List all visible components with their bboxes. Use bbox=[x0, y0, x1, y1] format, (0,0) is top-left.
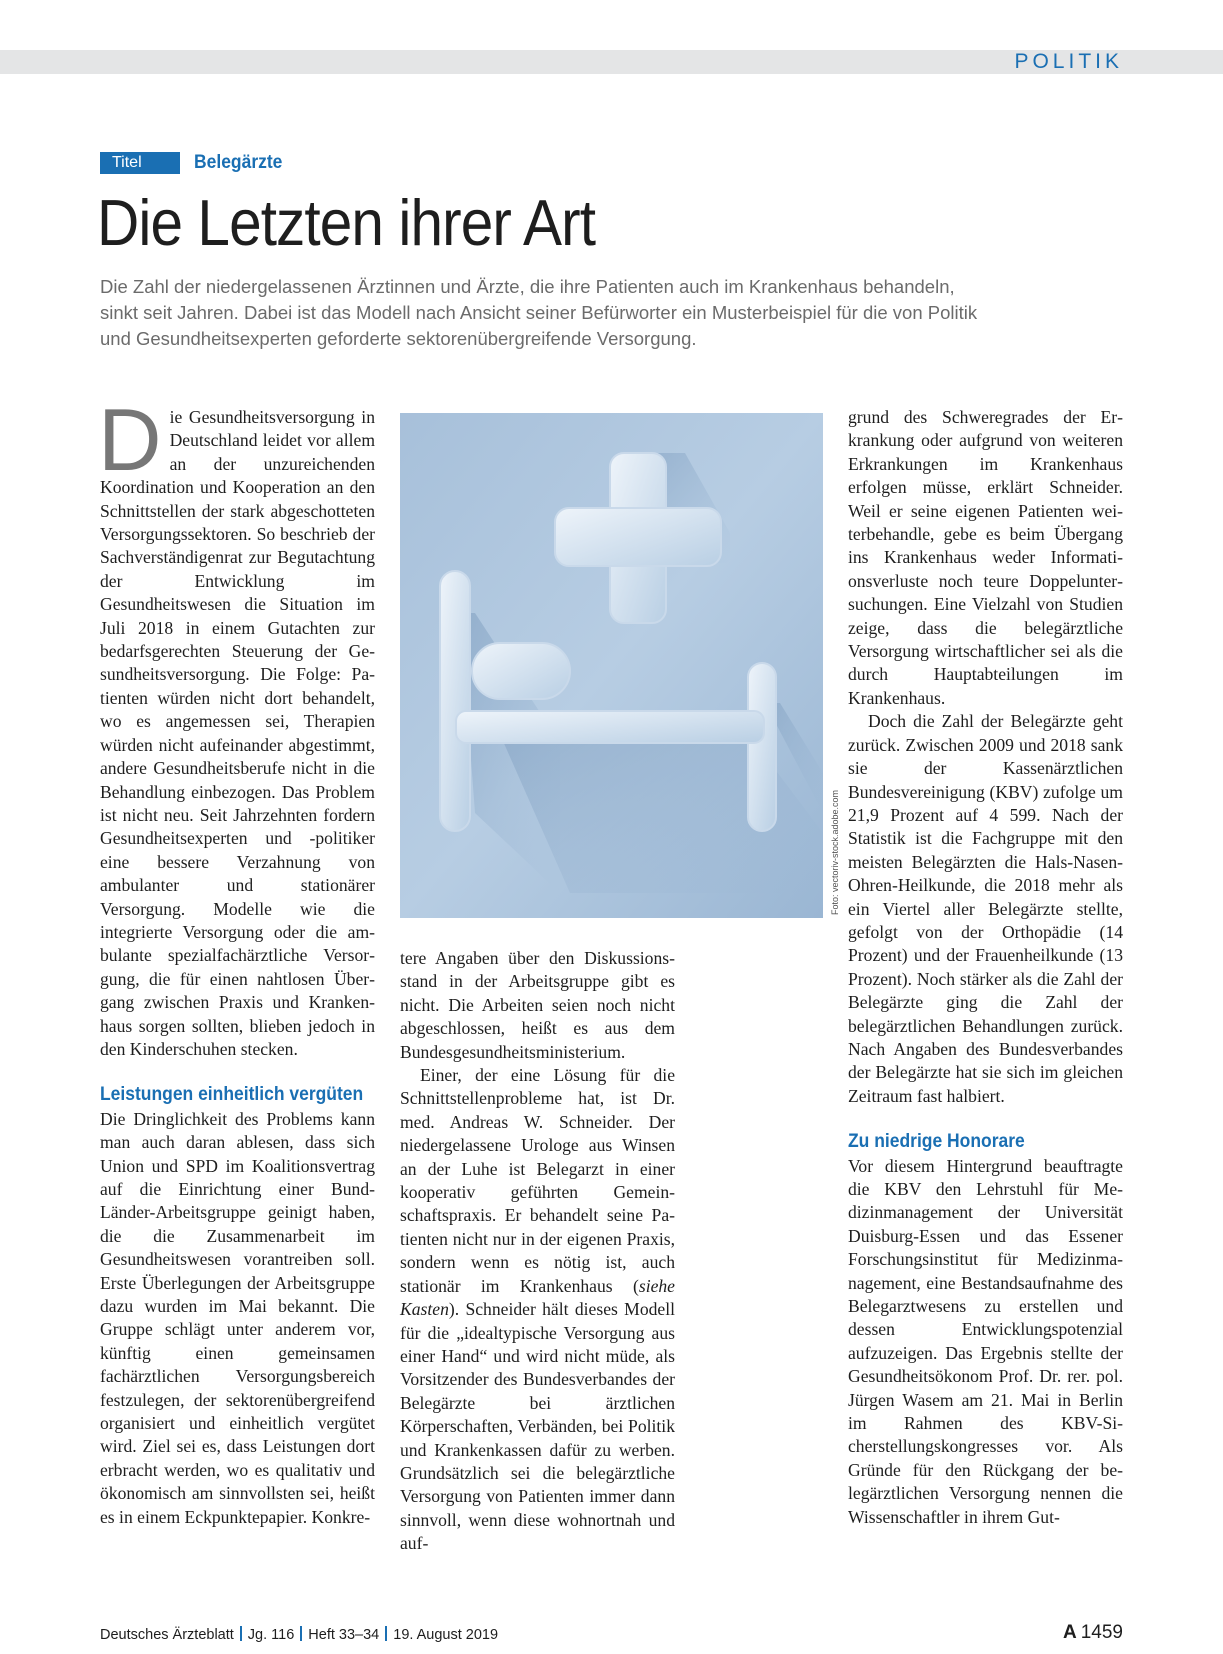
cross-reference: siehe Kasten bbox=[400, 1275, 675, 1320]
footer bbox=[100, 1626, 498, 1643]
headline: Die Letzten ihrer Art bbox=[97, 186, 596, 259]
separator bbox=[300, 1626, 302, 1641]
lead-line: sinkt seit Jahren. Dabei ist das Modell nach Ansicht seiner Befürworter ein Musterbeispiel für die von Politik bbox=[100, 302, 978, 323]
page-number-value: 1459 bbox=[1080, 1622, 1123, 1643]
hospital-bed-illustration bbox=[400, 413, 823, 918]
issue: Heft 33–34 bbox=[308, 1627, 380, 1643]
paragraph-text: Einer, der eine Lösung für die Schnittstellenprobleme hat, ist Dr. med. Andreas W. Schneider. Der niedergelassene Urologe aus Winsen an der Luhe ist Belegarzt in einer kooperativ geführten Gemeinschaftspraxis. Er behandelt seine Patienten nicht nur in der eigenen Praxis, sondern wenn es nötig ist, auch stationär im Krankenhaus ( bbox=[400, 1065, 675, 1296]
category-tag: Titel bbox=[100, 152, 180, 174]
paragraph-text: ). Schneider hält dieses Modell für die „idealtypische Versorgung aus einer Hand“ und wird nicht müde, als Vorsitzender des Bundesverbandes der Belegärzte bei ärztlichen Körperschaften, Verbänden, bei Politik und Krankenkassen dafür zu werben. Grundsätzlich sei die belegärztliche Versorgung von Patienten immer dann sinnvoll, wenn diese wohnortnah und auf- bbox=[400, 1299, 675, 1554]
page-number bbox=[1063, 1622, 1123, 1644]
section-label: POLITIK bbox=[1014, 50, 1123, 73]
text-column-3 bbox=[848, 406, 1123, 1529]
text-column-1 bbox=[98, 390, 375, 1529]
paragraph: Vor diesem Hintergrund beauftragte die KBV den Lehrstuhl für Medizinmanagement der Universität Duisburg-Essen und das Essener Forschungsinstitut für Medizinmanagement, eine Bestandsaufnahme des Belegarztwesens zu erstellen und dessen Entwicklungspotenzial aufzuzeigen. Das Ergebnis stellte der Gesundheitsökonom Prof. Dr. rer. pol. Jürgen Wasem am 21. Mai in Berlin im Rahmen des KBV-Sicherstellungskongresses vor. Als Gründe für den Rückgang der belegärztlichen Versorgung nennen die Wissenschaftler in ihrem Gut- bbox=[848, 1155, 1123, 1527]
lead-line: Die Zahl der niedergelassenen Ärztinnen und Ärzte, die ihre Patienten auch im Krankenhaus behandeln, bbox=[100, 276, 955, 297]
page-prefix: A bbox=[1062, 1622, 1077, 1643]
paragraph-text: ie Gesundheitsversorgung in Deutschland leidet vor allem an der unzureichenden Koordination und Kooperation an den Schnittstellen der stark abgeschotteten Versorgungssektoren. So beschrieb der Sachverständigenrat zur Begutachtung der Entwicklung im Gesundheitswesen die Situation im Juli 2018 in einem Gutachten zur bedarfsgerechten Steuerung der Gesundheitsversorgung. Die Folge: Patienten würden nicht dort behandelt, wo es angemessen sei, Therapien würden nicht aufeinander abgestimmt, andere Gesundheitsberufe nicht in die Behandlung einbezogen. Das Problem ist nicht neu. Seit Jahrzehnten fordern Gesundheitsexperten und -politiker eine bessere Verzahnung von ambulanter und stationärer Versorgung. Modelle wie die integrierte Versorgung oder die ambulante spezialfachärztliche Versorgung, die für einen nahtlosen Übergang zwischen Praxis und Krankenhaus sorgen sollten, blieben jedoch in den Kinderschuhen stecken. bbox=[100, 407, 375, 1059]
topic-label: Belegärzte bbox=[194, 152, 283, 173]
paragraph: Die Dringlichkeit des Problems kann man auch daran ablesen, dass sich Union und SPD im Koalitionsvertrag auf die Einrichtung einer Bund-Länder-Arbeitsgruppe geinigt haben, die die Zusammenarbeit im Gesundheitswesen vorantreiben soll. Erste Überlegungen der Arbeitsgruppe dazu wurden im Mai bekannt. Die Gruppe schlägt unter anderem vor, künftig einen gemeinsamen fachärztlichen Versorgungsbereich festzulegen, der sektorenübergreifend organisiert und einheitlich vergütet wird. Ziel sei es, dass Leistungen dort erbracht werden, wo es qualitativ und ökonomisch am sinnvollsten sei, heißt es in einem Eckpunktepapier. Konkre- bbox=[100, 1108, 375, 1527]
issue-date: 19. August 2019 bbox=[393, 1627, 499, 1643]
lead-line: und Gesundheitsexperten geforderte sektorenübergreifende Versorgung. bbox=[100, 328, 697, 349]
paragraph: tere Angaben über den Diskussionsstand in der Arbeitsgruppe gibt es nicht. Die Arbeiten seien noch nicht abgeschlossen, heißt es aus dem Bundesgesundheitsministerium. bbox=[400, 948, 675, 1062]
volume: Jg. 116 bbox=[247, 1627, 295, 1643]
drop-cap: D bbox=[98, 390, 162, 489]
kicker bbox=[100, 152, 290, 174]
separator bbox=[385, 1626, 387, 1641]
paragraph: Doch die Zahl der Belegärzte geht zurück. Zwischen 2009 und 2018 sank sie der Kassenärztlichen Bundesvereinigung (KBV) zufolge um 21,9 Prozent auf 4 599. Nach der Statistik ist die Fachgruppe mit den meisten Belegärzten die Hals-Nasen-Ohren-Heilkunde, die 2018 mehr als ein Viertel aller Belegärzte stellte, gefolgt von der Orthopädie (14 Prozent) und der Frauenheilkunde (13 Prozent). Noch stärker als die Zahl der Belegärzte ging die Zahl der belegärztlichen Behandlungen zurück. Nach Angaben des Bundesverbandes der Belegärzte hat sie sich im gleichen Zeitraum fast halbiert. bbox=[848, 711, 1123, 1106]
paragraph bbox=[400, 1064, 675, 1556]
lead-paragraph bbox=[100, 274, 1100, 352]
paragraph bbox=[98, 390, 375, 1061]
photo-credit: Foto: vectoriv-stock.adobe.com bbox=[830, 789, 840, 915]
subheading: Leistungen einheitlich vergüten bbox=[100, 1084, 364, 1106]
paragraph: grund des Schweregrades der Erkrankung oder aufgrund von weiteren Erkrankungen im Krankenhaus erfolgen müsse, erklärt Schneider. Weil er seine eigenen Patienten weiterbehandle, gebe es beim Übergang ins Krankenhaus weder Informationsverluste noch teure Doppeluntersuchungen. Eine Vielzahl von Studien zeige, dass die belegärztliche Versorgung wirtschaftlicher sei als die durch Hauptabteilungen im Krankenhaus. bbox=[848, 407, 1123, 708]
separator bbox=[240, 1626, 242, 1641]
publication-name: Deutsches Ärzteblatt bbox=[100, 1627, 234, 1643]
text-column-2 bbox=[400, 947, 675, 1556]
subheading: Zu niedrige Honorare bbox=[848, 1131, 1025, 1153]
